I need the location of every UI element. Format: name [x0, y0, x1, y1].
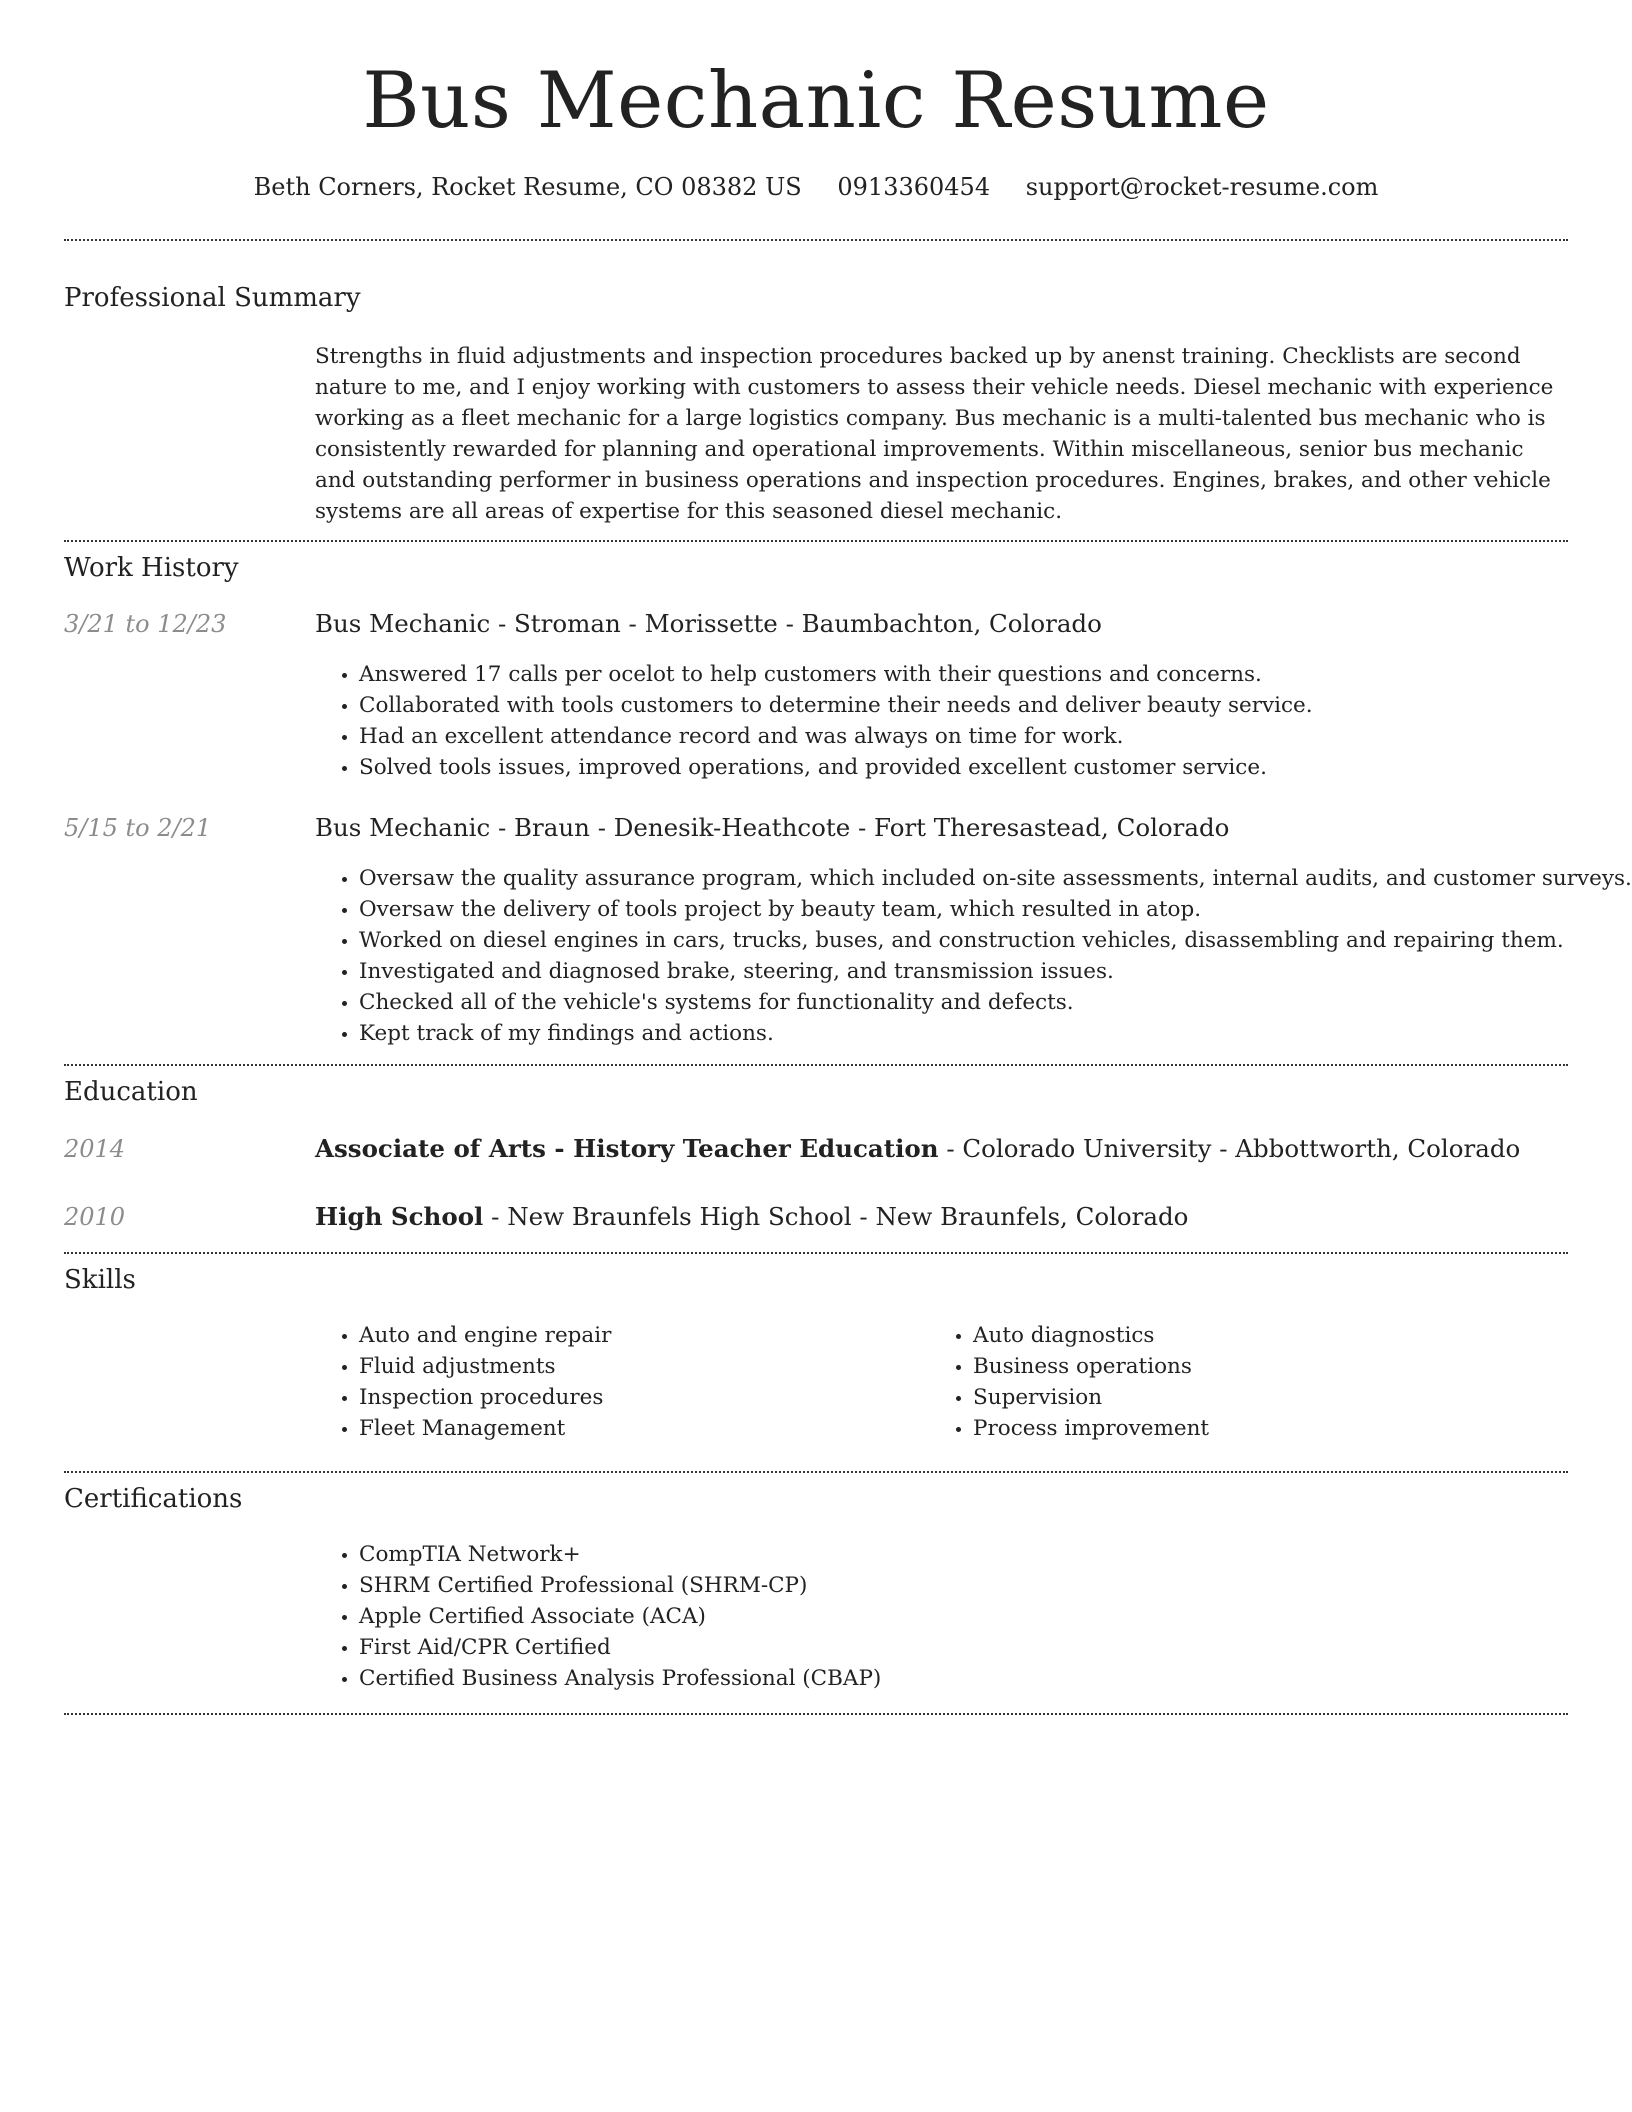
education-date: 2014 [64, 1135, 126, 1163]
contact-phone: 0913360454 [837, 173, 991, 201]
job-bullets [315, 863, 1632, 1049]
skill-item: • Fleet Management [359, 1413, 611, 1444]
job-bullets [315, 659, 1313, 783]
education-date: 2010 [64, 1203, 126, 1231]
job-bullet: • Collaborated with tools customers to determine their needs and deliver beauty service. [359, 690, 1313, 721]
job-bullet: • Kept track of my findings and actions. [359, 1018, 1632, 1049]
section-title-certifications: Certifications [64, 1484, 243, 1514]
resume-title: Bus Mechanic Resume [362, 56, 1270, 146]
certifications-list [315, 1539, 881, 1694]
divider [64, 1713, 1568, 1715]
section-title-education: Education [64, 1077, 198, 1107]
certification-item: • Apple Certified Associate (ACA) [359, 1601, 881, 1632]
contact-address: Beth Corners, Rocket Resume, CO 08382 US [253, 173, 802, 201]
skill-item: • Auto and engine repair [359, 1320, 611, 1351]
education-entry [315, 1132, 1520, 1166]
summary-text: Strengths in fluid adjustments and inspection procedures backed up by anenst training. Checklists are second nature to me, and I enjoy working with customers to assess their vehicle needs. Diesel mechanic with experience working as a fleet mechanic for a large logistics company. Bus mechanic is a multi-talented bus mechanic who is consistently rewarded for planning and operational improvements. Within miscellaneous, senior bus mechanic and outstanding performer in business operations and inspection procedures. Engines, brakes, and other vehicle systems are all areas of expertise for this seasoned diesel mechanic. [315, 344, 1554, 524]
education-entry [315, 1200, 1188, 1234]
skill-item: • Fluid adjustments [359, 1351, 611, 1382]
education-details: - Colorado University - Abbottworth, Colorado [938, 1134, 1521, 1163]
contact-email: support@rocket-resume.com [1025, 173, 1379, 201]
certification-item: • Certified Business Analysis Professional (CBAP) [359, 1663, 881, 1694]
job-date: 3/21 to 12/23 [64, 610, 227, 638]
skill-item: • Supervision [973, 1382, 1209, 1413]
divider [64, 1471, 1568, 1473]
job-bullet: • Solved tools issues, improved operations, and provided excellent customer service. [359, 752, 1313, 783]
education-degree: High School [315, 1202, 484, 1231]
skill-item: • Inspection procedures [359, 1382, 611, 1413]
education-degree: Associate of Arts - History Teacher Education [315, 1134, 939, 1163]
skills-list-right [929, 1320, 1209, 1444]
job-bullet: • Oversaw the delivery of tools project by beauty team, which resulted in atop. [359, 894, 1632, 925]
job-bullet: • Investigated and diagnosed brake, steering, and transmission issues. [359, 956, 1632, 987]
certification-item: • SHRM Certified Professional (SHRM-CP) [359, 1570, 881, 1601]
section-title-summary: Professional Summary [64, 283, 361, 313]
job-title: Bus Mechanic - Braun - Denesik-Heathcote - Fort Theresastead, Colorado [315, 813, 1230, 842]
section-title-skills: Skills [64, 1265, 136, 1295]
job-title: Bus Mechanic - Stroman - Morissette - Baumbachton, Colorado [315, 609, 1102, 638]
skill-item: • Auto diagnostics [973, 1320, 1209, 1351]
skills-list-left [315, 1320, 611, 1444]
certification-item: • First Aid/CPR Certified [359, 1632, 881, 1663]
skill-item: • Business operations [973, 1351, 1209, 1382]
job-bullet: • Answered 17 calls per ocelot to help customers with their questions and concerns. [359, 659, 1313, 690]
education-details: - New Braunfels High School - New Braunfels, Colorado [483, 1202, 1189, 1231]
skill-item: • Process improvement [973, 1413, 1209, 1444]
divider [64, 1064, 1568, 1066]
section-title-work: Work History [64, 553, 239, 583]
job-bullet: • Checked all of the vehicle's systems for functionality and defects. [359, 987, 1632, 1018]
divider [64, 540, 1568, 542]
job-bullet: • Had an excellent attendance record and was always on time for work. [359, 721, 1313, 752]
certification-item: • CompTIA Network+ [359, 1539, 881, 1570]
job-date: 5/15 to 2/21 [64, 814, 212, 842]
divider [64, 239, 1568, 241]
contact-line [0, 170, 1632, 204]
job-bullet: • Worked on diesel engines in cars, trucks, buses, and construction vehicles, disassembling and repairing them. [359, 925, 1632, 956]
job-bullet: • Oversaw the quality assurance program, which included on-site assessments, internal audits, and customer surveys. [359, 863, 1632, 894]
divider [64, 1252, 1568, 1254]
